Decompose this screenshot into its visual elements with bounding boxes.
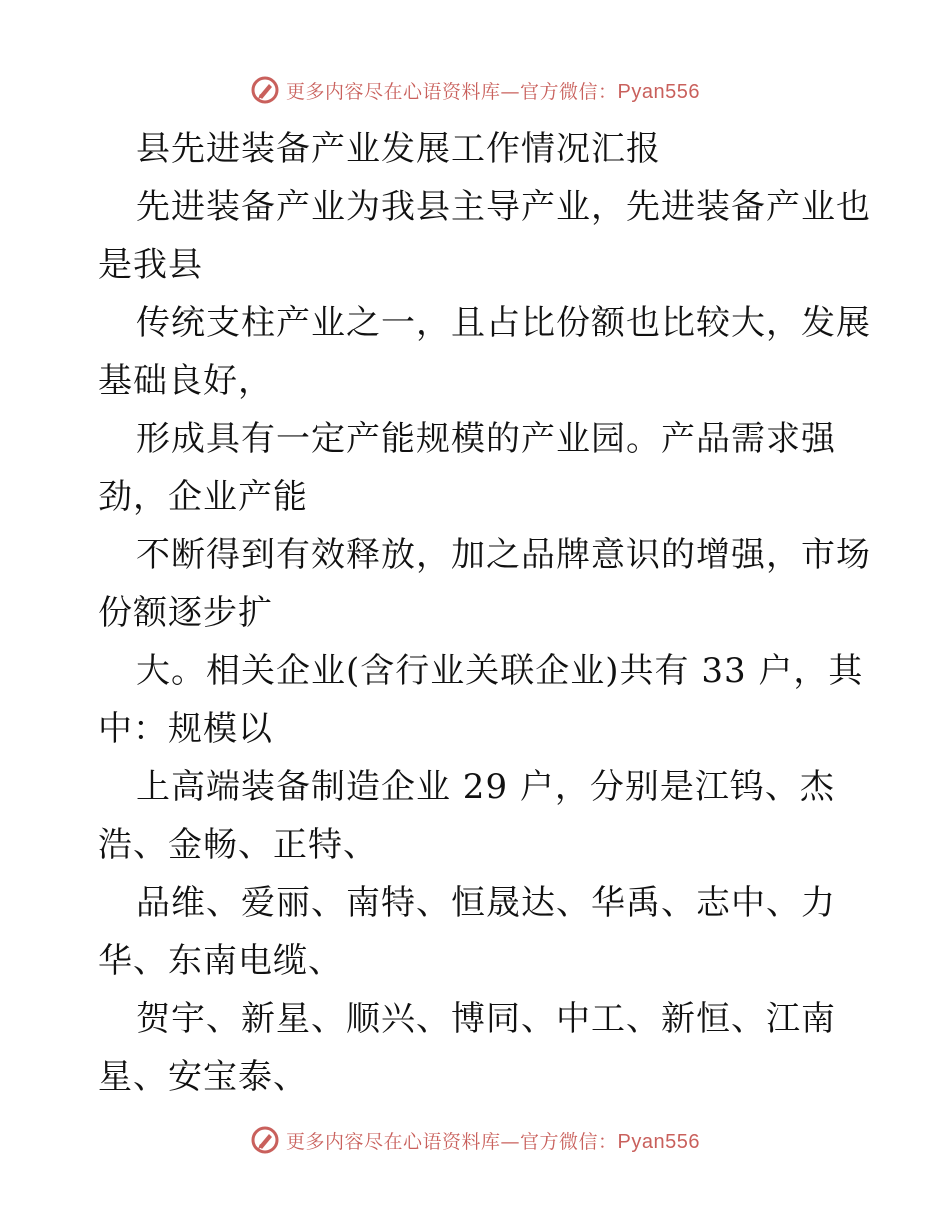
watermark-wechat-id: Pyan556 bbox=[617, 1130, 700, 1153]
line-continuation: 劲，企业产能 bbox=[98, 477, 308, 517]
document-body bbox=[98, 120, 871, 1106]
line-text: 上高端装备制造企业 29 户，分别是江钨、杰 bbox=[136, 767, 835, 807]
paragraph-line bbox=[98, 874, 858, 990]
line-text: 先进装备产业为我县主导产业，先进装备产业也 bbox=[136, 187, 871, 227]
line-continuation: 是我县 bbox=[98, 245, 203, 285]
watermark-text: 更多内容尽在心语资料库—官方微信：Pyan556 bbox=[286, 1130, 700, 1153]
line-text: 形成具有一定产能规模的产业园。产品需求强 bbox=[136, 419, 836, 459]
line-text: 贺宇、新星、顺兴、博同、中工、新恒、江南 bbox=[136, 999, 836, 1039]
paragraph-line bbox=[98, 178, 871, 294]
line-continuation: 星、安宝泰、 bbox=[98, 1057, 308, 1097]
paragraph-line bbox=[98, 990, 858, 1106]
paragraph-line bbox=[98, 526, 871, 642]
line-continuation: 中：规模以 bbox=[98, 709, 273, 749]
line-text: 不断得到有效释放，加之品牌意识的增强，市场 bbox=[136, 535, 871, 575]
footer-watermark bbox=[0, 1122, 950, 1158]
pen-logo-icon bbox=[250, 75, 280, 105]
paragraph-line bbox=[98, 410, 858, 526]
paragraph-line bbox=[98, 294, 871, 410]
watermark-wechat-id: Pyan556 bbox=[617, 80, 700, 103]
paragraph-line bbox=[98, 642, 864, 758]
line-text: 传统支柱产业之一，且占比份额也比较大，发展 bbox=[136, 303, 871, 343]
line-continuation: 份额逐步扩 bbox=[98, 593, 273, 633]
watermark-text: 更多内容尽在心语资料库—官方微信：Pyan556 bbox=[286, 80, 700, 103]
line-text: 品维、爱丽、南特、恒晟达、华禹、志中、力 bbox=[136, 883, 836, 923]
line-continuation: 基础良好， bbox=[98, 361, 273, 401]
line-continuation: 浩、金畅、正特、 bbox=[98, 825, 378, 865]
document-title: 县先进装备产业发展工作情况汇报 bbox=[136, 129, 661, 169]
paragraph-line bbox=[98, 758, 858, 874]
pen-logo-icon bbox=[250, 1125, 280, 1155]
line-continuation: 华、东南电缆、 bbox=[98, 941, 343, 981]
line-text: 大。相关企业(含行业关联企业)共有 33 户，其 bbox=[136, 651, 864, 691]
header-watermark bbox=[0, 72, 950, 108]
